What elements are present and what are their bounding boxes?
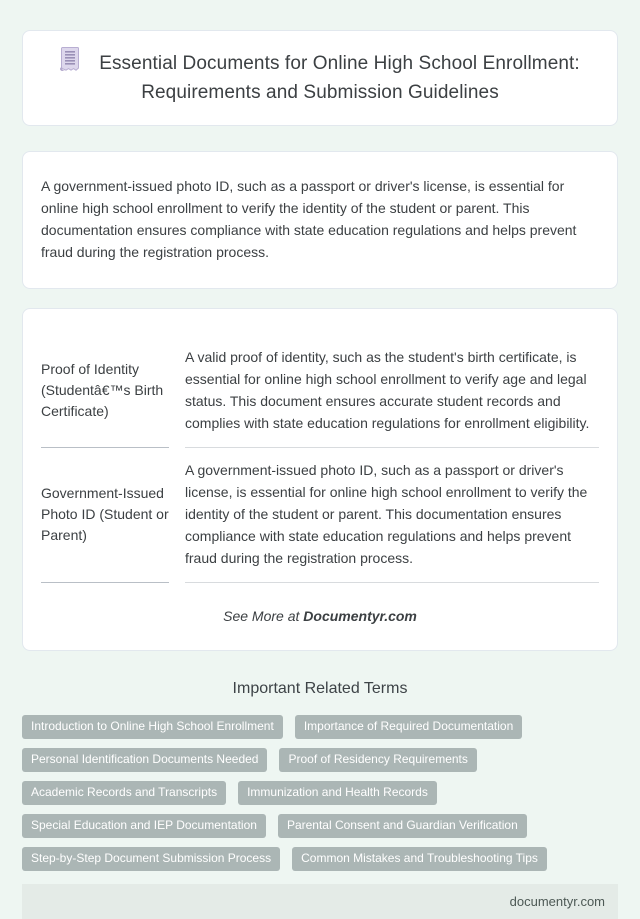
see-more-prefix: See More at bbox=[223, 608, 304, 624]
related-term-tag[interactable]: Immunization and Health Records bbox=[238, 781, 437, 805]
related-term-tag[interactable]: Academic Records and Transcripts bbox=[22, 781, 226, 805]
page-title-text: Essential Documents for Online High School Enrollment: Requirements and Submission Guidelines bbox=[99, 53, 580, 103]
related-terms-list bbox=[22, 715, 618, 871]
documents-table bbox=[41, 335, 599, 583]
related-term-tag[interactable]: Introduction to Online High School Enrollment bbox=[22, 715, 283, 739]
description-cell: A government-issued photo ID, such as a passport or driver's license, is essential for online high school enrollment to verify the identity of the student or parent. This documentation ensures compliance with state education regulations and helps prevent fraud during the registration process. bbox=[185, 448, 599, 583]
related-term-tag[interactable]: Special Education and IEP Documentation bbox=[22, 814, 266, 838]
related-term-tag[interactable]: Step-by-Step Document Submission Process bbox=[22, 847, 280, 871]
related-term-tag[interactable]: Importance of Required Documentation bbox=[295, 715, 522, 739]
page bbox=[0, 30, 640, 919]
page-title bbox=[49, 47, 591, 107]
description-cell: A valid proof of identity, such as the student's birth certificate, is essential for online high school enrollment to verify age and legal status. This document ensures accurate student records and complies with state education regulations for enrollment eligibility. bbox=[185, 335, 599, 448]
footer-bar bbox=[22, 884, 618, 919]
term-cell: Proof of Identity (Studentâ€™s Birth Certificate) bbox=[41, 335, 169, 448]
footer-site-link[interactable]: documentyr.com bbox=[509, 894, 605, 909]
term-cell: Government-Issued Photo ID (Student or Parent) bbox=[41, 448, 169, 583]
see-more-line bbox=[41, 608, 599, 624]
related-term-tag[interactable]: Parental Consent and Guardian Verification bbox=[278, 814, 527, 838]
receipt-document-icon bbox=[60, 47, 81, 73]
documents-table-card bbox=[22, 308, 618, 651]
related-terms-heading: Important Related Terms bbox=[232, 680, 408, 697]
summary-text: A government-issued photo ID, such as a passport or driver's license, is essential for online high school enrollment to verify the identity of the student or parent. This documentation ensures compliance with state education regulations and helps prevent fraud during the registration process. bbox=[41, 178, 577, 260]
table-row bbox=[41, 335, 599, 448]
see-more-site-link[interactable]: Documentyr.com bbox=[303, 608, 417, 624]
table-row bbox=[41, 448, 599, 583]
title-card bbox=[22, 30, 618, 126]
related-term-tag[interactable]: Personal Identification Documents Needed bbox=[22, 748, 267, 772]
related-term-tag[interactable]: Common Mistakes and Troubleshooting Tips bbox=[292, 847, 547, 871]
related-term-tag[interactable]: Proof of Residency Requirements bbox=[279, 748, 476, 772]
summary-card bbox=[22, 151, 618, 289]
